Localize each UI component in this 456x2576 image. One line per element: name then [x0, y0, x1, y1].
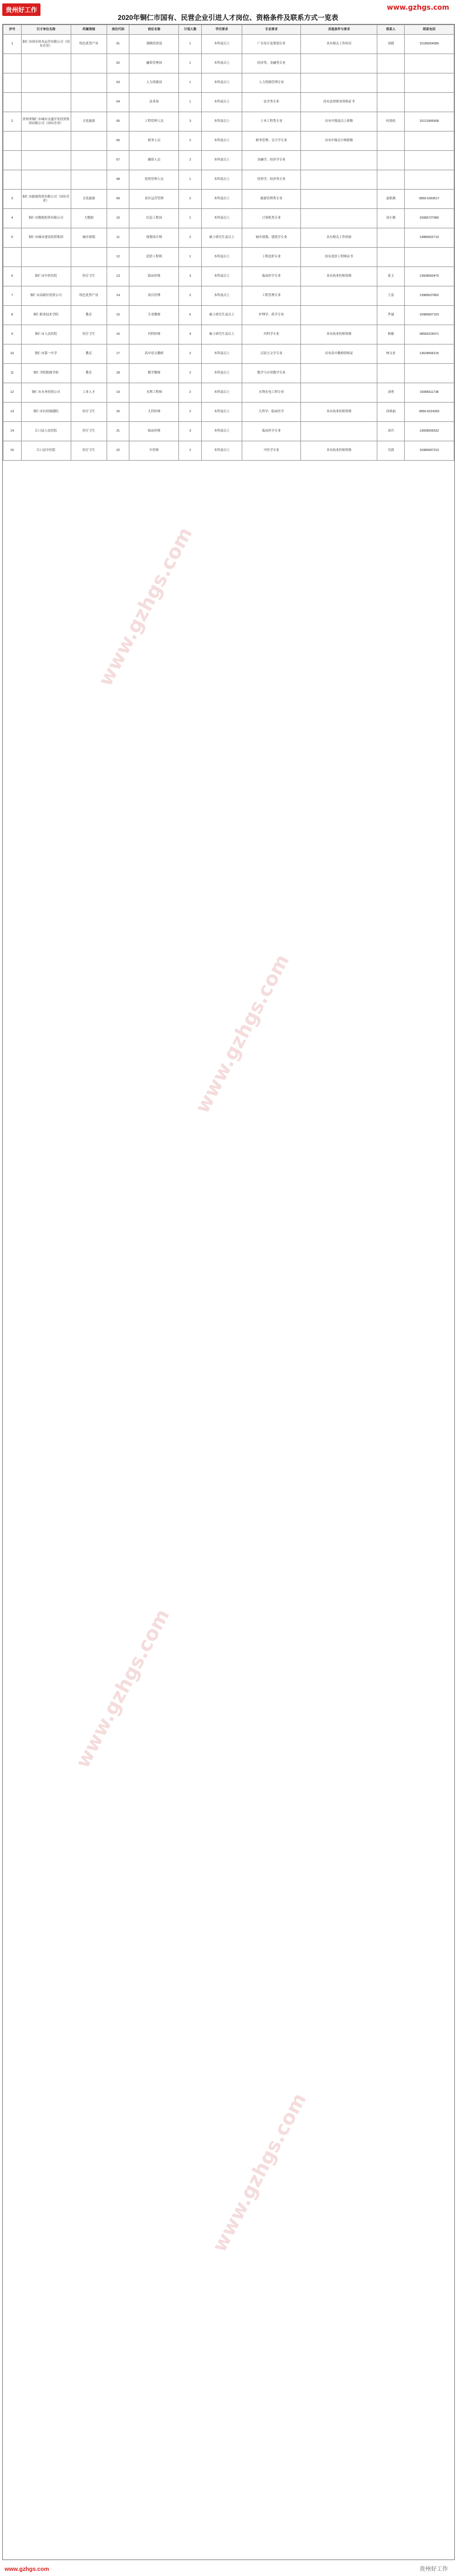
table-cell: 20: [107, 403, 129, 422]
table-cell: 工业人才: [71, 383, 107, 403]
table-cell: 19: [107, 383, 129, 403]
table-cell: 工程管理人员: [129, 112, 179, 132]
table-cell: [71, 151, 107, 170]
table-cell: 15: [107, 306, 129, 325]
column-header: 联系电话: [404, 25, 454, 35]
table-cell: 本科及以上: [201, 73, 242, 93]
table-cell: 旅游管理类专业: [242, 190, 301, 209]
table-cell: 铜仁市人民医院: [21, 325, 71, 344]
table-cell: [301, 422, 377, 441]
table-cell: 0856-5269517: [404, 190, 454, 209]
table-cell: [21, 170, 71, 190]
table-cell: 本科及以上: [201, 383, 242, 403]
table-cell: [71, 73, 107, 93]
table-cell: 特色优势产业: [71, 35, 107, 54]
table-cell: [71, 54, 107, 73]
table-cell: [301, 151, 377, 170]
table-cell: 14: [107, 286, 129, 306]
table-cell: 3: [179, 422, 202, 441]
table-cell: 3: [3, 190, 22, 209]
table-cell: 4: [179, 325, 202, 344]
table-cell: 5: [3, 228, 22, 248]
table-cell: [21, 54, 71, 73]
table-cell: 刘勇: [377, 383, 404, 403]
table-cell: 贵州省铜仁市城市交通开发投资集团有限公司（国有企业）: [21, 112, 71, 132]
table-cell: 15: [3, 441, 22, 461]
table-cell: 17: [107, 344, 129, 364]
table-cell: 2: [179, 403, 202, 422]
watermark: www.gzhgs.com: [71, 1605, 174, 1772]
table-cell: 4: [3, 209, 22, 228]
table-cell: 江口县人民医院: [21, 422, 71, 441]
table-cell: 财务管理、会计学专业: [242, 132, 301, 151]
table-cell: 铜仁市中医医院: [21, 267, 71, 286]
table-cell: [301, 286, 377, 306]
table-cell: [404, 132, 454, 151]
column-header: 学历要求: [201, 25, 242, 35]
table-cell: [21, 93, 71, 112]
table-header-row: [3, 25, 454, 35]
table-cell: 吴海: [377, 441, 404, 461]
table-cell: 持有造价工程师证书: [301, 248, 377, 267]
table-cell: [377, 93, 404, 112]
table-cell: 铜仁市妇幼保健院: [21, 403, 71, 422]
table-cell: 本科及以上: [201, 112, 242, 132]
table-cell: 融资人员: [129, 151, 179, 170]
table-cell: 汉语言文学专业: [242, 344, 301, 364]
table-cell: 投资学、经济类专业: [242, 170, 301, 190]
table-cell: 铜仁市城市建设投资集团: [21, 228, 71, 248]
table-cell: 2: [179, 228, 202, 248]
table-cell: 22: [107, 441, 129, 461]
table-row: [3, 267, 454, 286]
table-row: [3, 35, 454, 54]
table-cell: [21, 73, 71, 93]
table-row: [3, 441, 454, 461]
table-cell: 13: [107, 267, 129, 286]
table-cell: 本科及以上: [201, 93, 242, 112]
table-cell: 08565224071: [404, 325, 454, 344]
column-header: 专业要求: [242, 25, 301, 35]
table-cell: 医疗卫生: [71, 325, 107, 344]
table-cell: 文化旅游: [71, 112, 107, 132]
table-cell: 本科及以上: [201, 403, 242, 422]
table-cell: 2: [179, 344, 202, 364]
table-cell: 15985687310: [404, 441, 454, 461]
table-cell: 15985667103: [404, 306, 454, 325]
table-cell: 本科及以上: [201, 441, 242, 461]
table-cell: 教育: [71, 306, 107, 325]
table-cell: 规划设计师: [129, 228, 179, 248]
table-row: [3, 132, 454, 151]
watermark: www.gzhgs.com: [94, 523, 197, 690]
table-cell: 数学教师: [129, 364, 179, 383]
table-cell: 广告设计及策划专业: [242, 35, 301, 54]
document-title: 2020年铜仁市国有、民营企业引进人才岗位、资格条件及联系方式一览表: [117, 14, 339, 22]
table-cell: 3: [179, 112, 202, 132]
table-cell: 9: [3, 325, 22, 344]
table-cell: [377, 151, 404, 170]
table-cell: 本科及以上: [201, 190, 242, 209]
table-cell: 1: [3, 35, 22, 54]
table-cell: [21, 132, 71, 151]
table-cell: 铜仁学院附属学校: [21, 364, 71, 383]
table-cell: 本科及以上: [201, 132, 242, 151]
table-cell: [404, 54, 454, 73]
table-cell: 临床医师: [129, 422, 179, 441]
table-cell: 本科及以上: [201, 209, 242, 228]
table-cell: 临床医学专业: [242, 267, 301, 286]
table-cell: 04: [107, 93, 129, 112]
table-cell: 2: [179, 364, 202, 383]
table-cell: 持有法律职业资格证书: [301, 93, 377, 112]
table-cell: 11: [3, 364, 22, 383]
table-cell: 具有执业医师资格: [301, 403, 377, 422]
table-cell: 08: [107, 170, 129, 190]
table-cell: [404, 170, 454, 190]
table-cell: 战略投资部: [129, 35, 179, 54]
table-row: [3, 112, 454, 132]
table-cell: 1: [179, 209, 202, 228]
table-cell: 医疗卫生: [71, 267, 107, 286]
table-cell: 硕士研究生及以上: [201, 306, 242, 325]
table-cell: 造价工程师: [129, 248, 179, 267]
table-cell: 赵柏燕: [377, 190, 404, 209]
table-row: [3, 364, 454, 383]
table-cell: 经济类、金融类专业: [242, 54, 301, 73]
table-cell: [404, 151, 454, 170]
table-cell: 水利工程师: [129, 383, 179, 403]
table-cell: [301, 170, 377, 190]
watermark: www.gzhgs.com: [191, 950, 294, 1117]
table-cell: 计算机类专业: [242, 209, 301, 228]
table-cell: 孙莉丽: [377, 403, 404, 422]
table-cell: [377, 132, 404, 151]
table-cell: 8: [3, 306, 22, 325]
table-cell: 2: [179, 190, 202, 209]
table-cell: 融资管理岗: [129, 54, 179, 73]
table-cell: 法务岗: [129, 93, 179, 112]
table-cell: [71, 248, 107, 267]
table-row: [3, 209, 454, 228]
table-cell: 14: [3, 422, 22, 441]
table-cell: 05: [107, 112, 129, 132]
table-cell: 专业教师: [129, 306, 179, 325]
table-cell: 2: [3, 112, 22, 132]
table-cell: 铜仁市第一中学: [21, 344, 71, 364]
table-cell: 法学类专业: [242, 93, 301, 112]
table-cell: 铜仁市水务投资公司: [21, 383, 71, 403]
table-cell: 本科及以上: [201, 286, 242, 306]
column-header: 联系人: [377, 25, 404, 35]
table-cell: 15085727080: [404, 209, 454, 228]
table-cell: [301, 73, 377, 93]
table-cell: 11: [107, 228, 129, 248]
table-cell: 周小敏: [377, 209, 404, 228]
table-cell: [377, 248, 404, 267]
table-cell: 儿科学、临床医学: [242, 403, 301, 422]
table-cell: 铜仁市旅游投资有限公司（国有企业）: [21, 190, 71, 209]
table-cell: 3: [179, 267, 202, 286]
table-cell: 具有执业医师资格: [301, 267, 377, 286]
table-cell: 13628566215: [404, 344, 454, 364]
table-cell: 高中语文教师: [129, 344, 179, 364]
table-cell: 城乡规划: [71, 228, 107, 248]
table-row: [3, 190, 454, 209]
table-cell: 金融学、经济学专业: [242, 151, 301, 170]
table-cell: 硕士研究生及以上: [201, 325, 242, 344]
table-cell: 本科及以上: [201, 344, 242, 364]
table-cell: 13608560475: [404, 267, 454, 286]
table-cell: [21, 151, 71, 170]
table-cell: 1: [179, 248, 202, 267]
table-cell: 0856-5224350: [404, 403, 454, 422]
table-row: [3, 93, 454, 112]
table-cell: 21: [107, 422, 129, 441]
table-cell: [404, 73, 454, 93]
table-cell: 刘捷: [377, 35, 404, 54]
table-cell: 06: [107, 132, 129, 151]
column-header: 引才单位名称: [21, 25, 71, 35]
table-cell: 刘兵: [377, 422, 404, 441]
table-cell: [301, 209, 377, 228]
table-cell: [377, 73, 404, 93]
column-header: 所属领域: [71, 25, 107, 35]
table-cell: 本科及以上: [201, 364, 242, 383]
table-cell: 7: [3, 286, 22, 306]
table-cell: 内科学专业: [242, 325, 301, 344]
table-cell: [301, 54, 377, 73]
table-cell: 投资管理人员: [129, 170, 179, 190]
table-cell: 工程造价专业: [242, 248, 301, 267]
table-cell: 13885652710: [404, 228, 454, 248]
table-cell: 本科及以上: [201, 151, 242, 170]
table-cell: [3, 132, 22, 151]
table-cell: 02: [107, 54, 129, 73]
table-cell: 教育: [71, 364, 107, 383]
table-cell: 1: [179, 170, 202, 190]
table-cell: 王雷: [377, 286, 404, 306]
table-cell: 工程管理专业: [242, 286, 301, 306]
table-cell: 特色优势产业: [71, 286, 107, 306]
table-cell: [71, 132, 107, 151]
table-cell: [3, 54, 22, 73]
table-row: [3, 54, 454, 73]
table-row: [3, 422, 454, 441]
footer-credit: 贵州好工作: [420, 2566, 448, 2573]
table-cell: 罗诚: [377, 306, 404, 325]
site-logo: 贵州好工作: [2, 3, 40, 16]
table-row: [3, 306, 454, 325]
table-cell: 1: [179, 93, 202, 112]
table-cell: 13658565532: [404, 422, 454, 441]
table-cell: [301, 190, 377, 209]
table-cell: 铜仁职业技术学院: [21, 306, 71, 325]
column-header: 计划人数: [179, 25, 202, 35]
table-cell: 人力资源岗: [129, 73, 179, 93]
table-row: [3, 383, 454, 403]
column-header: 岗位名称: [129, 25, 179, 35]
table-row: [3, 325, 454, 344]
table-cell: 1: [179, 35, 202, 54]
table-row: [3, 286, 454, 306]
table-row: [3, 344, 454, 364]
table-cell: [301, 364, 377, 383]
table-cell: 教育: [71, 344, 107, 364]
table-cell: 医疗卫生: [71, 441, 107, 461]
table-cell: 07: [107, 151, 129, 170]
table-cell: 城乡规划、建筑学专业: [242, 228, 301, 248]
table-cell: 本科及以上: [201, 54, 242, 73]
table-cell: 医疗卫生: [71, 403, 107, 422]
table-cell: 15185054089: [404, 35, 454, 54]
table-cell: 医疗卫生: [71, 422, 107, 441]
table-body: [3, 35, 454, 461]
table-cell: 内科医师: [129, 325, 179, 344]
table-cell: 13: [3, 403, 22, 422]
table-cell: 03: [107, 73, 129, 93]
table-row: [3, 403, 454, 422]
table-cell: 景区运营管理: [129, 190, 179, 209]
table-cell: 具有执业医师资格: [301, 325, 377, 344]
table-cell: 15085611738: [404, 383, 454, 403]
site-url-header[interactable]: www.gzhgs.com: [386, 3, 449, 11]
table-cell: 具有中级及以上职称: [301, 112, 377, 132]
table-cell: 本科及以上: [201, 422, 242, 441]
table-cell: 铜仁市数据投资有限公司: [21, 209, 71, 228]
table-cell: 项目管理: [129, 286, 179, 306]
table-cell: 张玉: [377, 267, 404, 286]
positions-table: [3, 24, 454, 461]
table-cell: 临床医师: [129, 267, 179, 286]
table-cell: [301, 306, 377, 325]
table-cell: [3, 151, 22, 170]
table-cell: 文化旅游: [71, 190, 107, 209]
table-cell: 18: [107, 364, 129, 383]
table-cell: 09: [107, 190, 129, 209]
table-cell: 铜仁市高新区投资公司: [21, 286, 71, 306]
table-cell: [3, 93, 22, 112]
table-cell: 杨敏: [377, 325, 404, 344]
table-cell: 何劲松: [377, 112, 404, 132]
table-cell: 大数据: [71, 209, 107, 228]
table-cell: 水利水电工程专业: [242, 383, 301, 403]
table-cell: 2: [179, 151, 202, 170]
positions-table-container: [2, 24, 455, 2560]
table-cell: [71, 170, 107, 190]
table-cell: 6: [179, 306, 202, 325]
table-cell: 6: [3, 267, 22, 286]
table-cell: 2: [179, 383, 202, 403]
table-cell: 本科及以上: [201, 267, 242, 286]
table-cell: 12: [3, 383, 22, 403]
table-cell: 人力资源管理专业: [242, 73, 301, 93]
table-row: [3, 248, 454, 267]
table-cell: 硕士研究生及以上: [201, 228, 242, 248]
table-cell: 16: [107, 325, 129, 344]
watermark: www.gzhgs.com: [208, 2089, 311, 2256]
table-cell: 1: [179, 73, 202, 93]
table-cell: 1: [179, 54, 202, 73]
table-row: [3, 170, 454, 190]
table-cell: 信息工程岗: [129, 209, 179, 228]
table-cell: [21, 248, 71, 267]
table-cell: [3, 248, 22, 267]
table-cell: 儿科医师: [129, 403, 179, 422]
column-header: 其他条件与要求: [301, 25, 377, 35]
table-cell: 本科及以上: [201, 35, 242, 54]
table-cell: 财务人员: [129, 132, 179, 151]
table-cell: 江口县中医院: [21, 441, 71, 461]
table-cell: 铜仁市国有资本运营有限公司（国有企业）: [21, 35, 71, 54]
table-row: [3, 228, 454, 248]
table-row: [3, 73, 454, 93]
table-cell: [377, 170, 404, 190]
table-cell: 01: [107, 35, 129, 54]
table-cell: 具有执业医师资格: [301, 441, 377, 461]
column-header: 序号: [3, 25, 22, 35]
table-cell: 护理学、药学专业: [242, 306, 301, 325]
table-cell: [404, 248, 454, 267]
column-header: 岗位代码: [107, 25, 129, 35]
table-cell: 具有中级会计师职称: [301, 132, 377, 151]
table-cell: 2: [179, 441, 202, 461]
table-cell: 本科及以上: [201, 248, 242, 267]
table-cell: 具有相关工作经验: [301, 228, 377, 248]
table-cell: [301, 383, 377, 403]
footer-url[interactable]: www.gzhgs.com: [5, 2566, 49, 2573]
table-cell: 本科及以上: [201, 170, 242, 190]
table-cell: [71, 93, 107, 112]
table-cell: 数学与应用数学专业: [242, 364, 301, 383]
table-cell: [377, 54, 404, 73]
table-cell: [377, 228, 404, 248]
table-cell: 具有相关工作经历: [301, 35, 377, 54]
table-cell: 10: [107, 209, 129, 228]
table-cell: 具有高中教师资格证: [301, 344, 377, 364]
table-cell: 15121895908: [404, 112, 454, 132]
table-cell: [377, 364, 404, 383]
table-cell: 中医学专业: [242, 441, 301, 461]
table-cell: [3, 73, 22, 93]
table-row: [3, 151, 454, 170]
table-cell: [3, 170, 22, 190]
table-cell: 2: [179, 286, 202, 306]
table-cell: 中医师: [129, 441, 179, 461]
table-cell: 临床医学专业: [242, 422, 301, 441]
table-cell: [404, 93, 454, 112]
table-cell: 13985637892: [404, 286, 454, 306]
table-cell: 土木工程类专业: [242, 112, 301, 132]
table-cell: 10: [3, 344, 22, 364]
table-cell: [404, 364, 454, 383]
table-cell: 12: [107, 248, 129, 267]
table-cell: 2: [179, 132, 202, 151]
table-cell: 林文亚: [377, 344, 404, 364]
